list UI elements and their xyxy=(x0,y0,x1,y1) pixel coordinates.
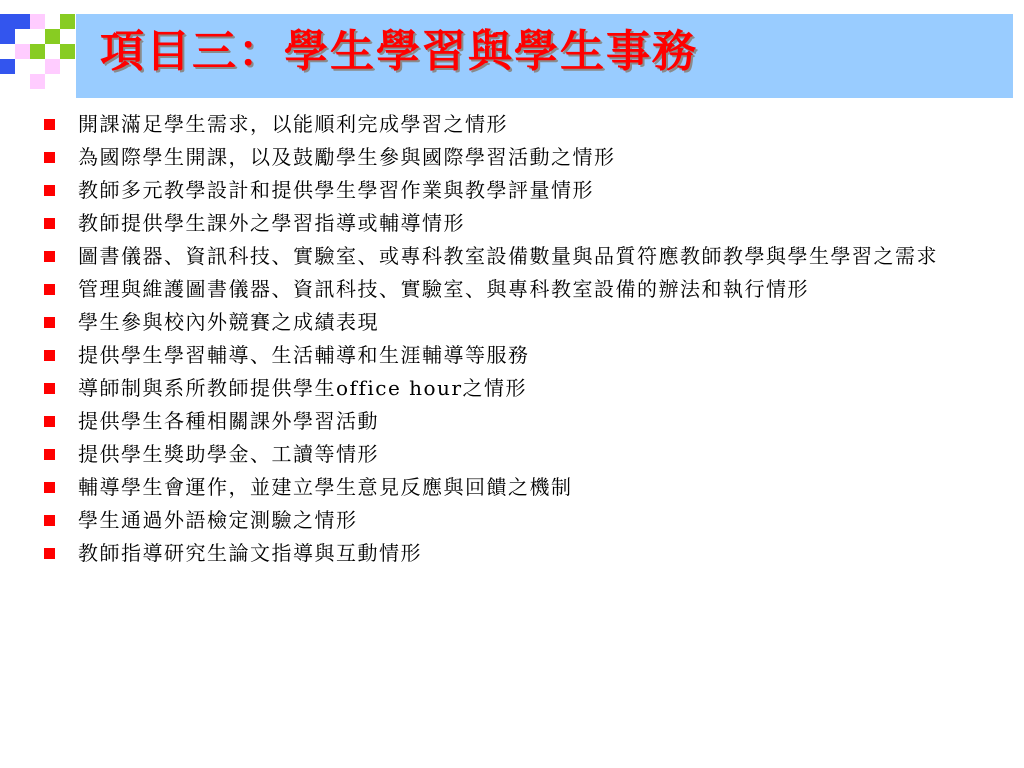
list-item xyxy=(42,376,982,401)
bullet-square-icon xyxy=(44,350,55,361)
bullet-square-icon xyxy=(44,119,55,130)
list-item xyxy=(42,178,982,203)
list-item-text: 學生參與校內外競賽之成績表現 xyxy=(78,310,379,334)
list-item-text: 導師制與系所教師提供學生office hour之情形 xyxy=(78,376,527,400)
deco-square xyxy=(30,44,45,59)
bullet-square-icon xyxy=(44,383,55,394)
list-item-text: 提供學生獎助學金、工讀等情形 xyxy=(78,442,379,466)
bullet-square-icon xyxy=(44,185,55,196)
deco-square xyxy=(30,74,45,89)
deco-square xyxy=(0,29,15,44)
list-item-text: 學生通過外語檢定測驗之情形 xyxy=(78,508,358,532)
list-item xyxy=(42,508,982,533)
deco-square xyxy=(0,14,15,29)
list-item-text: 教師指導研究生論文指導與互動情形 xyxy=(78,541,422,565)
list-item xyxy=(42,277,982,302)
deco-square xyxy=(0,59,15,74)
bullet-square-icon xyxy=(44,317,55,328)
title-bar xyxy=(76,14,1013,98)
list-item xyxy=(42,409,982,434)
list-item xyxy=(42,145,982,170)
bullet-square-icon xyxy=(44,548,55,559)
list-item-text: 管理與維護圖書儀器、資訊科技、實驗室、與專科教室設備的辦法和執行情形 xyxy=(78,277,809,301)
list-item-text: 開課滿足學生需求，以能順利完成學習之情形 xyxy=(78,112,508,136)
bullet-square-icon xyxy=(44,482,55,493)
bullet-square-icon xyxy=(44,218,55,229)
list-item-text: 提供學生各種相關課外學習活動 xyxy=(78,409,379,433)
list-item xyxy=(42,112,982,137)
bullet-square-icon xyxy=(44,515,55,526)
list-item xyxy=(42,211,982,236)
deco-square xyxy=(45,29,60,44)
list-item xyxy=(42,343,982,368)
list-item xyxy=(42,244,982,269)
page-title: 項目三：學生學習與學生事務 xyxy=(100,26,698,77)
bullet-square-icon xyxy=(44,251,55,262)
bullet-square-icon xyxy=(44,416,55,427)
list-item xyxy=(42,541,982,566)
list-item-text: 圖書儀器、資訊科技、實驗室、或專科教室設備數量與品質符應教師教學與學生學習之需求 xyxy=(78,244,938,268)
list-item xyxy=(42,310,982,335)
deco-square xyxy=(15,44,30,59)
list-item-text: 教師多元教學設計和提供學生學習作業與教學評量情形 xyxy=(78,178,594,202)
list-item-text: 教師提供學生課外之學習指導或輔導情形 xyxy=(78,211,465,235)
list-item xyxy=(42,442,982,467)
bullet-square-icon xyxy=(44,449,55,460)
deco-square xyxy=(15,14,30,29)
list-item-text: 輔導學生會運作，並建立學生意見反應與回饋之機制 xyxy=(78,475,573,499)
bullet-list xyxy=(42,112,982,574)
list-item-text: 為國際學生開課，以及鼓勵學生參與國際學習活動之情形 xyxy=(78,145,616,169)
bullet-square-icon xyxy=(44,284,55,295)
list-item xyxy=(42,475,982,500)
list-item-text: 提供學生學習輔導、生活輔導和生涯輔導等服務 xyxy=(78,343,530,367)
deco-square xyxy=(30,14,45,29)
deco-square xyxy=(60,44,75,59)
deco-square xyxy=(45,59,60,74)
bullet-square-icon xyxy=(44,152,55,163)
deco-square xyxy=(60,14,75,29)
